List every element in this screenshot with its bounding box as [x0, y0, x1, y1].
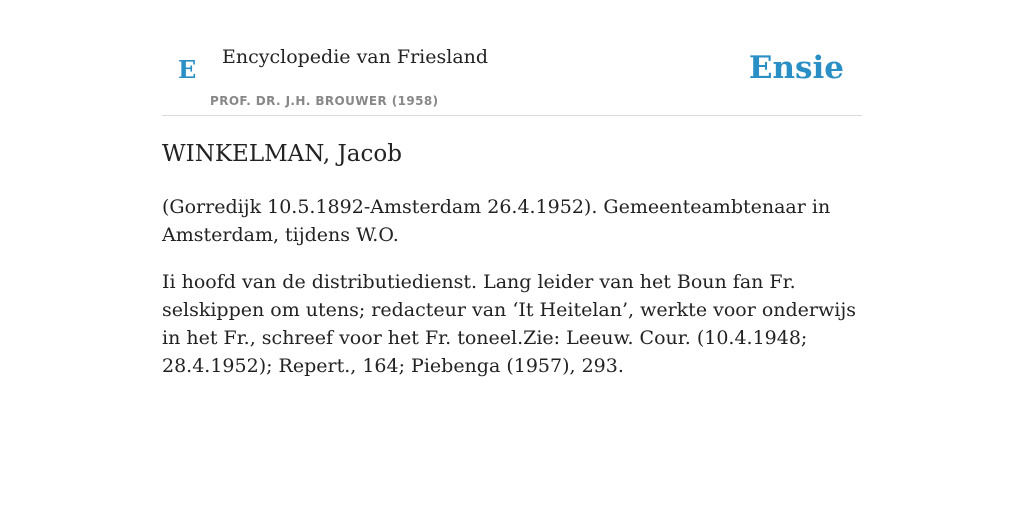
- book-header: [162, 30, 862, 116]
- ensie-brand-link[interactable]: Ensie: [748, 50, 844, 86]
- entry-content: [162, 136, 862, 399]
- entry-title: WINKELMAN, Jacob: [162, 141, 402, 167]
- entry-paragraph: Ii hoofd van de distributiedienst. Lang leider van het Boun fan Fr. selskippen om utens; redacteur van ‘It Heitelan’, werkte voor onderwijs in het Fr., schreef voor het Fr. toneel.Zie: Leeuw. Cour. (10.4.1948; 28.4.1952); Repert., 164; Piebenga (1957), 293.: [162, 271, 856, 377]
- book-title[interactable]: Encyclopedie van Friesland: [222, 46, 489, 68]
- book-logo-icon[interactable]: E: [178, 55, 197, 84]
- book-author: PROF. DR. J.H. BROUWER (1958): [210, 94, 439, 108]
- entry-paragraph: (Gorredijk 10.5.1892-Amsterdam 26.4.1952). Gemeenteambtenaar in Amsterdam, tijdens W.O.: [162, 196, 831, 246]
